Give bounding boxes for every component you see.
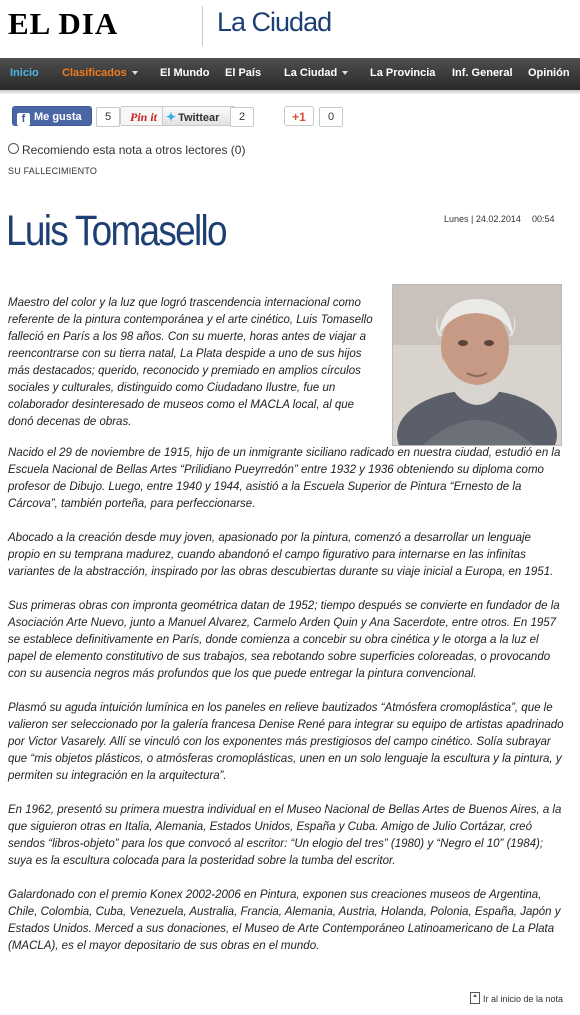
facebook-icon: f xyxy=(17,113,30,126)
twitter-count: 2 xyxy=(230,107,254,127)
main-nav xyxy=(0,58,580,93)
site-logo[interactable]: EL DIA xyxy=(8,6,119,41)
back-to-top-link[interactable]: Ir al inicio de la nota xyxy=(470,992,563,1004)
section-title[interactable]: La Ciudad xyxy=(217,7,332,37)
article-paragraph: Nacido el 29 de noviembre de 1915, hijo de un inmigrante siciliano radicado en nuestra ciudad, estudió en la Escuela Nacional de Bellas Artes “Prilidiano Pueyrredón” entre 1932 y 1936 obteniendo su diploma como profesor de Dibujo. Luego, entre 1940 y 1944, asistió a la Escuela Superior de Pintura “Ernesto de la Cárcova”, también porteña, para perfeccionarse. xyxy=(8,447,561,510)
facebook-like-button[interactable]: f Me gusta xyxy=(12,106,92,126)
article-title: Luis Tomasello xyxy=(6,206,226,255)
recommend-note[interactable]: Recomiendo esta nota a otros lectores (0) xyxy=(8,143,245,157)
chevron-down-icon xyxy=(132,71,138,75)
google-plus-button[interactable]: +1 xyxy=(284,106,314,126)
radio-icon[interactable] xyxy=(8,143,19,154)
masthead xyxy=(0,0,580,54)
article-body xyxy=(8,295,564,972)
nav-item-clasificados[interactable]: Clasificados xyxy=(62,58,138,90)
article-paragraph: Maestro del color y la luz que logró trascendencia internacional como referente de la pintura contemporánea y el arte cinético, Luis Tomasello falleció en París a los 98 años. Con su muerte, horas antes de viajar a reencontrarse con su tierra natal, La Plata despide a uno de sus hijos más destacados; querido, reconocido y premiado en amplios círculos sociales y culturales, distinguido como Ciudadano Ilustre, fue un colaborador desinteresado de museos como el MACLA local, al que donó decenas de obras. xyxy=(8,297,373,428)
back-to-top-icon xyxy=(470,992,480,1004)
nav-shadow xyxy=(0,90,580,94)
article-paragraph: En 1962, presentó su primera muestra individual en el Museo Nacional de Bellas Artes de Buenos Aires, a la que siguieron otras en Italia, Alemania, Estados Unidos, España y Cuba. Amigo de Julio Cortázar, creó sendos “libros-objeto” para los que convocó al escritor: “Un elogio del tres” (1980) y “Negro el 10” (1984); suya es la escultura colocada para la posteridad sobre la tumba del escritor. xyxy=(8,804,562,867)
twitter-tweet-button[interactable]: ✦ Twittear xyxy=(162,106,236,126)
google-plus-count: 0 xyxy=(319,107,343,127)
masthead-divider xyxy=(202,6,203,46)
article-paragraph: Abocado a la creación desde muy joven, apasionado por la pintura, comenzó a desarrollar un lenguaje propio en su temprana madurez, cuando abandonó el campo figurativo para internarse en las infinitas variantes de la abstracción, inspirado por las obras descubiertas durante su viaje inicial a Europa, en 1951. xyxy=(8,532,554,578)
nav-item-la-provincia[interactable]: La Provincia xyxy=(370,67,436,79)
article-date: Lunes | 24.02.2014 xyxy=(444,214,521,224)
facebook-like-count: 5 xyxy=(96,107,120,127)
article-paragraph: Plasmó su aguda intuición lumínica en los paneles en relieve bautizados “Atmósfera cromoplástica”, que le valieron ser seleccionado por la galería francesa Denise René para integrar su equipo de artistas apadrinado por Victor Vasarely. Allí se vinculó con los exponentes más prestigiosos del campo cinético. Solía subrayar que “mis objetos plásticos, o atmósferas cromoplásticas, unen en un solo lenguaje la escultura y la pintura, y permiten su integración en la arquitectura”. xyxy=(8,702,564,782)
article-time: 00:54 xyxy=(532,214,555,224)
nav-item-el-mundo[interactable]: El Mundo xyxy=(160,67,210,79)
nav-item-opinion[interactable]: Opinión xyxy=(528,67,570,79)
article-paragraph: Galardonado con el premio Konex 2002-2006 en Pintura, exponen sus creaciones museos de Argentina, Chile, Colombia, Cuba, Venezuela, Australia, Francia, Alemania, Austria, Holanda, Polonia, España, Japón y Estados Unidos. Merced a sus donaciones, el Museo de Arte Contemporáneo Latinoamericano de La Plata (MACLA), es el mayor depositario de sus obras en el mundo. xyxy=(8,889,561,952)
article-paragraph: Sus primeras obras con impronta geométrica datan de 1952; tiempo después se convierte en fundador de la Asociación Arte Nuevo, junto a Manuel Alvarez, Carmelo Arden Quin y Ana Sacerdote, entre otros. En 1957 se establece definitivamente en París, donde comienza a concebir su obra cinética y le otorga a la luz el papel de elemento constitutivo de sus trabajos, sea rebotando sobre superficies coloreadas, o provocando con su ausencia negros más profundos que los que puede entregar la pintura convencional. xyxy=(8,600,560,680)
nav-item-la-ciudad[interactable]: La Ciudad xyxy=(284,58,348,90)
chevron-down-icon xyxy=(342,71,348,75)
nav-item-inicio[interactable]: Inicio xyxy=(10,67,39,79)
pinterest-button[interactable]: Pin it xyxy=(120,106,167,126)
nav-item-el-pais[interactable]: El País xyxy=(225,67,262,79)
twitter-bird-icon: ✦ xyxy=(166,110,177,124)
nav-item-inf-general[interactable]: Inf. General xyxy=(452,67,513,79)
article-kicker: SU FALLECIMIENTO xyxy=(8,166,98,176)
